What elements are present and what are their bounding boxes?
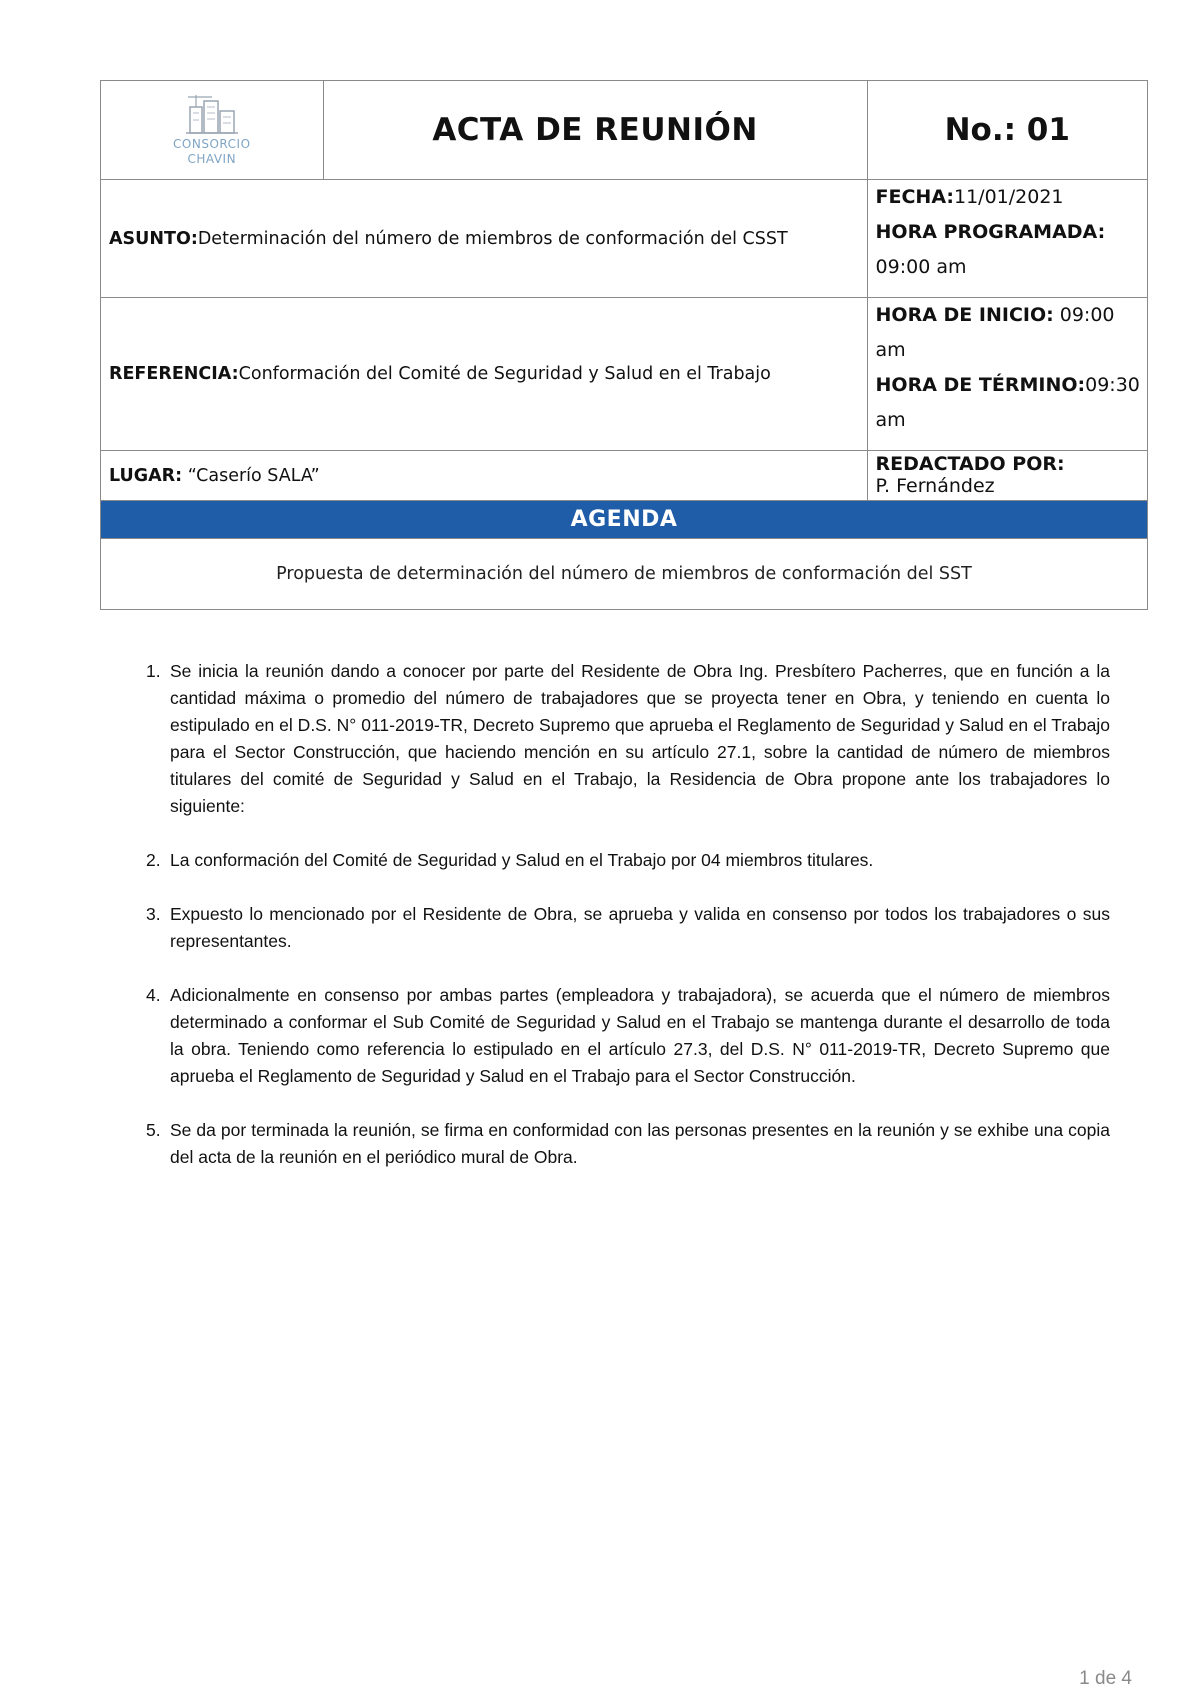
minutes-list [146,658,1110,1198]
hora-termino-label: HORA DE TÉRMINO: [875,374,1086,396]
asunto-field [101,180,868,297]
lugar-value: “Caserío SALA” [187,465,320,486]
list-item-text: Expuesto lo mencionado por el Residente de Obra, se aprueba y valida en consenso por todos los trabajadores o sus representantes. [170,904,1110,951]
referencia-value: Conformación del Comité de Seguridad y Salud en el Trabajo [238,364,771,384]
fecha-field [868,180,1147,297]
document-title: ACTA DE REUNIÓN [324,81,868,179]
agenda-heading: AGENDA [101,501,1147,538]
horas-field [868,298,1147,450]
agenda-heading-row [101,501,1147,539]
referencia-field [101,298,868,450]
fecha-value: 11/01/2021 [954,186,1064,208]
list-item-text: La conformación del Comité de Seguridad y Salud en el Trabajo por 04 miembros titulares. [170,850,874,870]
agenda-content-row [101,539,1147,609]
list-item [146,982,1110,1090]
referencia-label: REFERENCIA: [109,364,239,384]
redactado-label: REDACTADO POR: [875,453,1065,475]
logo-text [173,137,250,167]
list-item [146,901,1110,955]
list-item-number: 2. [146,850,161,870]
agenda-content: Propuesta de determinación del número de miembros de conformación del SST [276,564,972,584]
header-row [101,81,1147,180]
list-item-number: 5. [146,1120,161,1140]
document-number: No.: 01 [944,112,1070,148]
hora-inicio-value: 09:00 am [875,304,1115,361]
hora-inicio-label: HORA DE INICIO: [875,304,1054,326]
fecha-label: FECHA: [875,186,954,208]
redactado-value: P. Fernández [875,475,995,497]
lugar-label: LUGAR: [109,465,183,486]
hora-programada-value: 09:00 am [875,256,967,278]
hora-programada-label: HORA PROGRAMADA: [875,221,1106,243]
company-logo [101,81,324,179]
referencia-row [101,298,1147,451]
list-item [146,847,1110,874]
redactado-field [868,451,1147,500]
asunto-value: Determinación del número de miembros de conformación del CSST [197,228,788,249]
list-item [146,658,1110,820]
list-item-number: 4. [146,985,161,1005]
list-item-text: Adicionalmente en consenso por ambas partes (empleadora y trabajadora), se acuerda que el número de miembros determinado a conformar el Sub Comité de Seguridad y Salud en el Trabajo se mantenga durante el desarrollo de toda la obra. Teniendo como referencia lo estipulado en el artículo 27.3, del D.S. N° 011-2019-TR, Decreto Supremo que aprueba el Reglamento de Seguridad y Salud en el Trabajo para el Sector Construcción. [170,985,1110,1086]
list-item-text: Se da por terminada la reunión, se firma en conformidad con las personas presentes en la reunión y se exhibe una copia del acta de la reunión en el periódico mural de Obra. [170,1120,1110,1167]
asunto-row [101,180,1147,298]
list-item-text: Se inicia la reunión dando a conocer por parte del Residente de Obra Ing. Presbítero Pacherres, que en función a la cantidad máxima o promedio del número de trabajadores que se proyecta tener en Obra, y teniendo en cuenta lo estipulado en el D.S. N° 011-2019-TR, Decreto Supremo que aprueba el Reglamento de Seguridad y Salud en el Trabajo para el Sector Construcción, que haciendo mención en su artículo 27.1, sobre la cantidad de número de miembros titulares del comité de Seguridad y Salud en el Trabajo, la Residencia de Obra propone ante los trabajadores lo siguiente: [170,661,1110,816]
logo-line-2: CHAVIN [187,152,237,166]
list-item-number: 1. [146,661,161,681]
list-item-number: 3. [146,904,161,924]
building-icon [182,93,242,135]
hora-termino-value: 09:30 am [875,374,1140,431]
logo-line-1: CONSORCIO [173,137,251,151]
asunto-label: ASUNTO: [109,228,198,249]
header-table [100,80,1148,610]
lugar-row [101,451,1147,501]
list-item [146,1117,1110,1171]
page-number: 1 de 4 [1079,1668,1132,1689]
lugar-field [101,451,868,500]
